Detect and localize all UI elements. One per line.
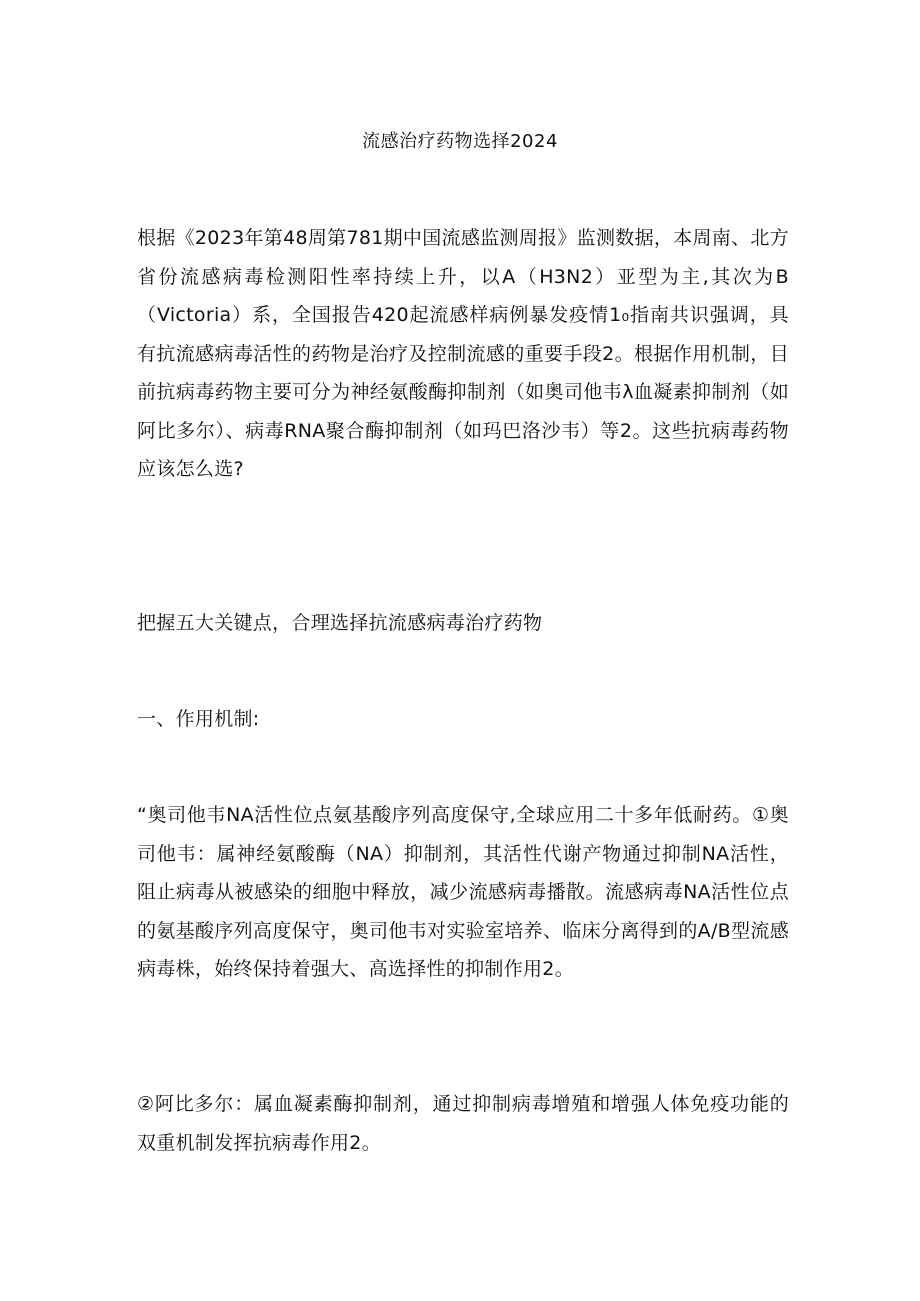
intro-paragraph: 根据《2023年第48周第781期中国流感监测周报》监测数据，本周南、北方省份流感病毒检测阳性率持续上升，以A（H3N2）亚型为主,其次为B（Victoria）系，全国报告420起流感样病例暴发疫情1₀指南共识强调，具有抗流感病毒活性的药物是治疗及控制流感的重要手段2。根据作用机制，目前抗病毒药物主要可分为神经氨酸酶抑制剂（如奥司他韦λ血凝素抑制剂（如阿比多尔）、病毒RNA聚合酶抑制剂（如玛巴洛沙韦）等2。这些抗病毒药物应该怎么选? bbox=[137, 227, 789, 480]
section-heading: 把握五大关键点，合理选择抗流感病毒治疗药物 bbox=[137, 612, 543, 634]
section-1-paragraph-arbidol: ②阿比多尔：属血凝素酶抑制剂，通过抑制病毒增殖和增强人体免疫功能的双重机制发挥抗病毒作用2。 bbox=[137, 1093, 789, 1154]
document-title: 流感治疗药物选择2024 bbox=[362, 131, 558, 152]
section-1-title: 一、作用机制: bbox=[137, 708, 260, 730]
section-1-paragraph-oseltamivir: “奥司他韦NA活性位点氨基酸序列高度保守,全球应用二十多年低耐药。①奥司他韦：属神经氨酸酶（NA）抑制剂，其活性代谢产物通过抑制NA活性，阻止病毒从被感染的细胞中释放，减少流感病毒播散。流感病毒NA活性位点的氨基酸序列高度保守，奥司他韦对实验室培养、临床分离得到的A/B型流感病毒株，始终保持着强大、高选择性的抑制作用2。 bbox=[137, 804, 789, 980]
